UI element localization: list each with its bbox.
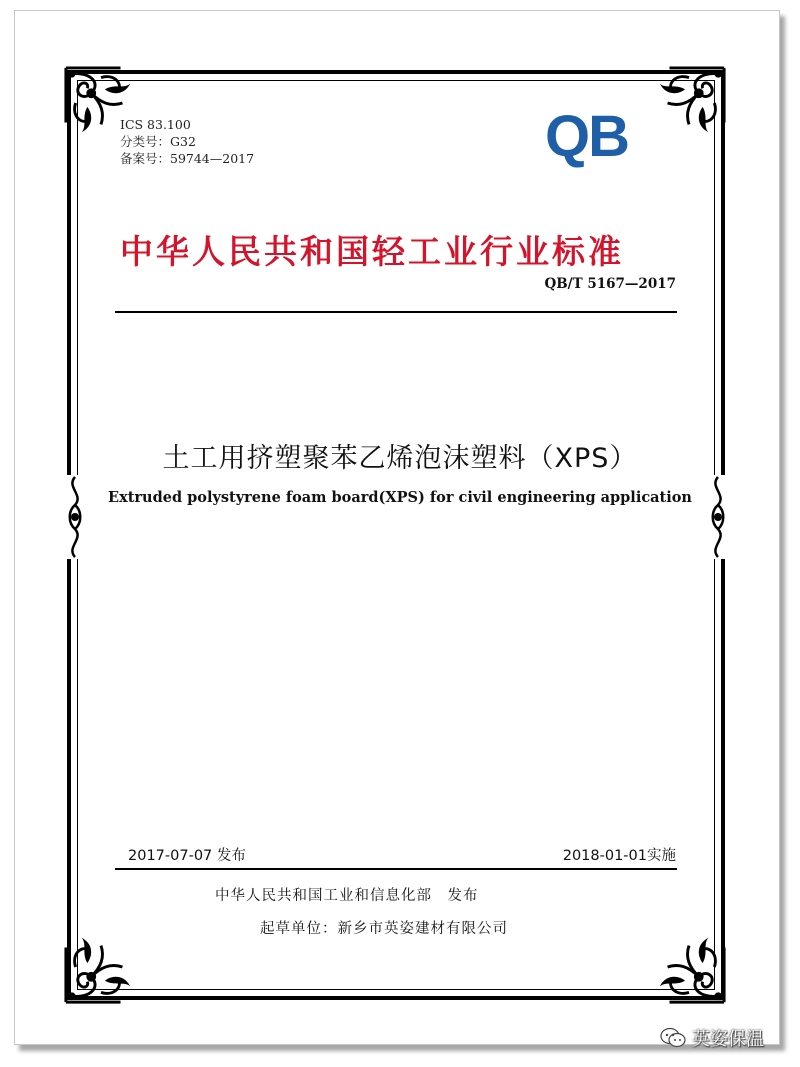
- qb-logo: QB: [545, 104, 628, 169]
- corner-ornament-icon: [650, 928, 728, 1006]
- standard-title: 中华人民共和国轻工业行业标准: [120, 232, 624, 271]
- standard-code: QB/T 5167—2017: [544, 276, 676, 292]
- watermark: [660, 1024, 764, 1052]
- drafting-unit: 起草单位：新乡市英姿建材有限公司: [260, 921, 508, 937]
- ics-number: ICS 83.100: [120, 117, 191, 132]
- watermark-text: 英姿保温: [692, 1029, 764, 1050]
- record-number: 备案号：59744—2017: [120, 151, 255, 166]
- side-ornament-icon: [62, 475, 88, 559]
- document-title-chinese: 土工用挤塑聚苯乙烯泡沫塑料（XPS）: [162, 443, 638, 474]
- document-title-english: Extruded polystyrene foam board(XPS) for civil engineering application: [108, 489, 692, 506]
- corner-ornament-icon: [62, 928, 140, 1006]
- classification-block: [120, 116, 254, 167]
- divider: [115, 311, 677, 313]
- corner-ornament-icon: [650, 64, 728, 142]
- issuing-authority: 中华人民共和国工业和信息化部 发布: [215, 888, 479, 904]
- implementation-date: 2018-01-01实施: [562, 848, 676, 864]
- wechat-icon: [660, 1027, 686, 1049]
- divider: [115, 868, 677, 870]
- category-number: 分类号：G32: [120, 134, 196, 149]
- side-ornament-icon: [705, 475, 731, 559]
- issue-date: 2017-07-07 发布: [128, 848, 246, 864]
